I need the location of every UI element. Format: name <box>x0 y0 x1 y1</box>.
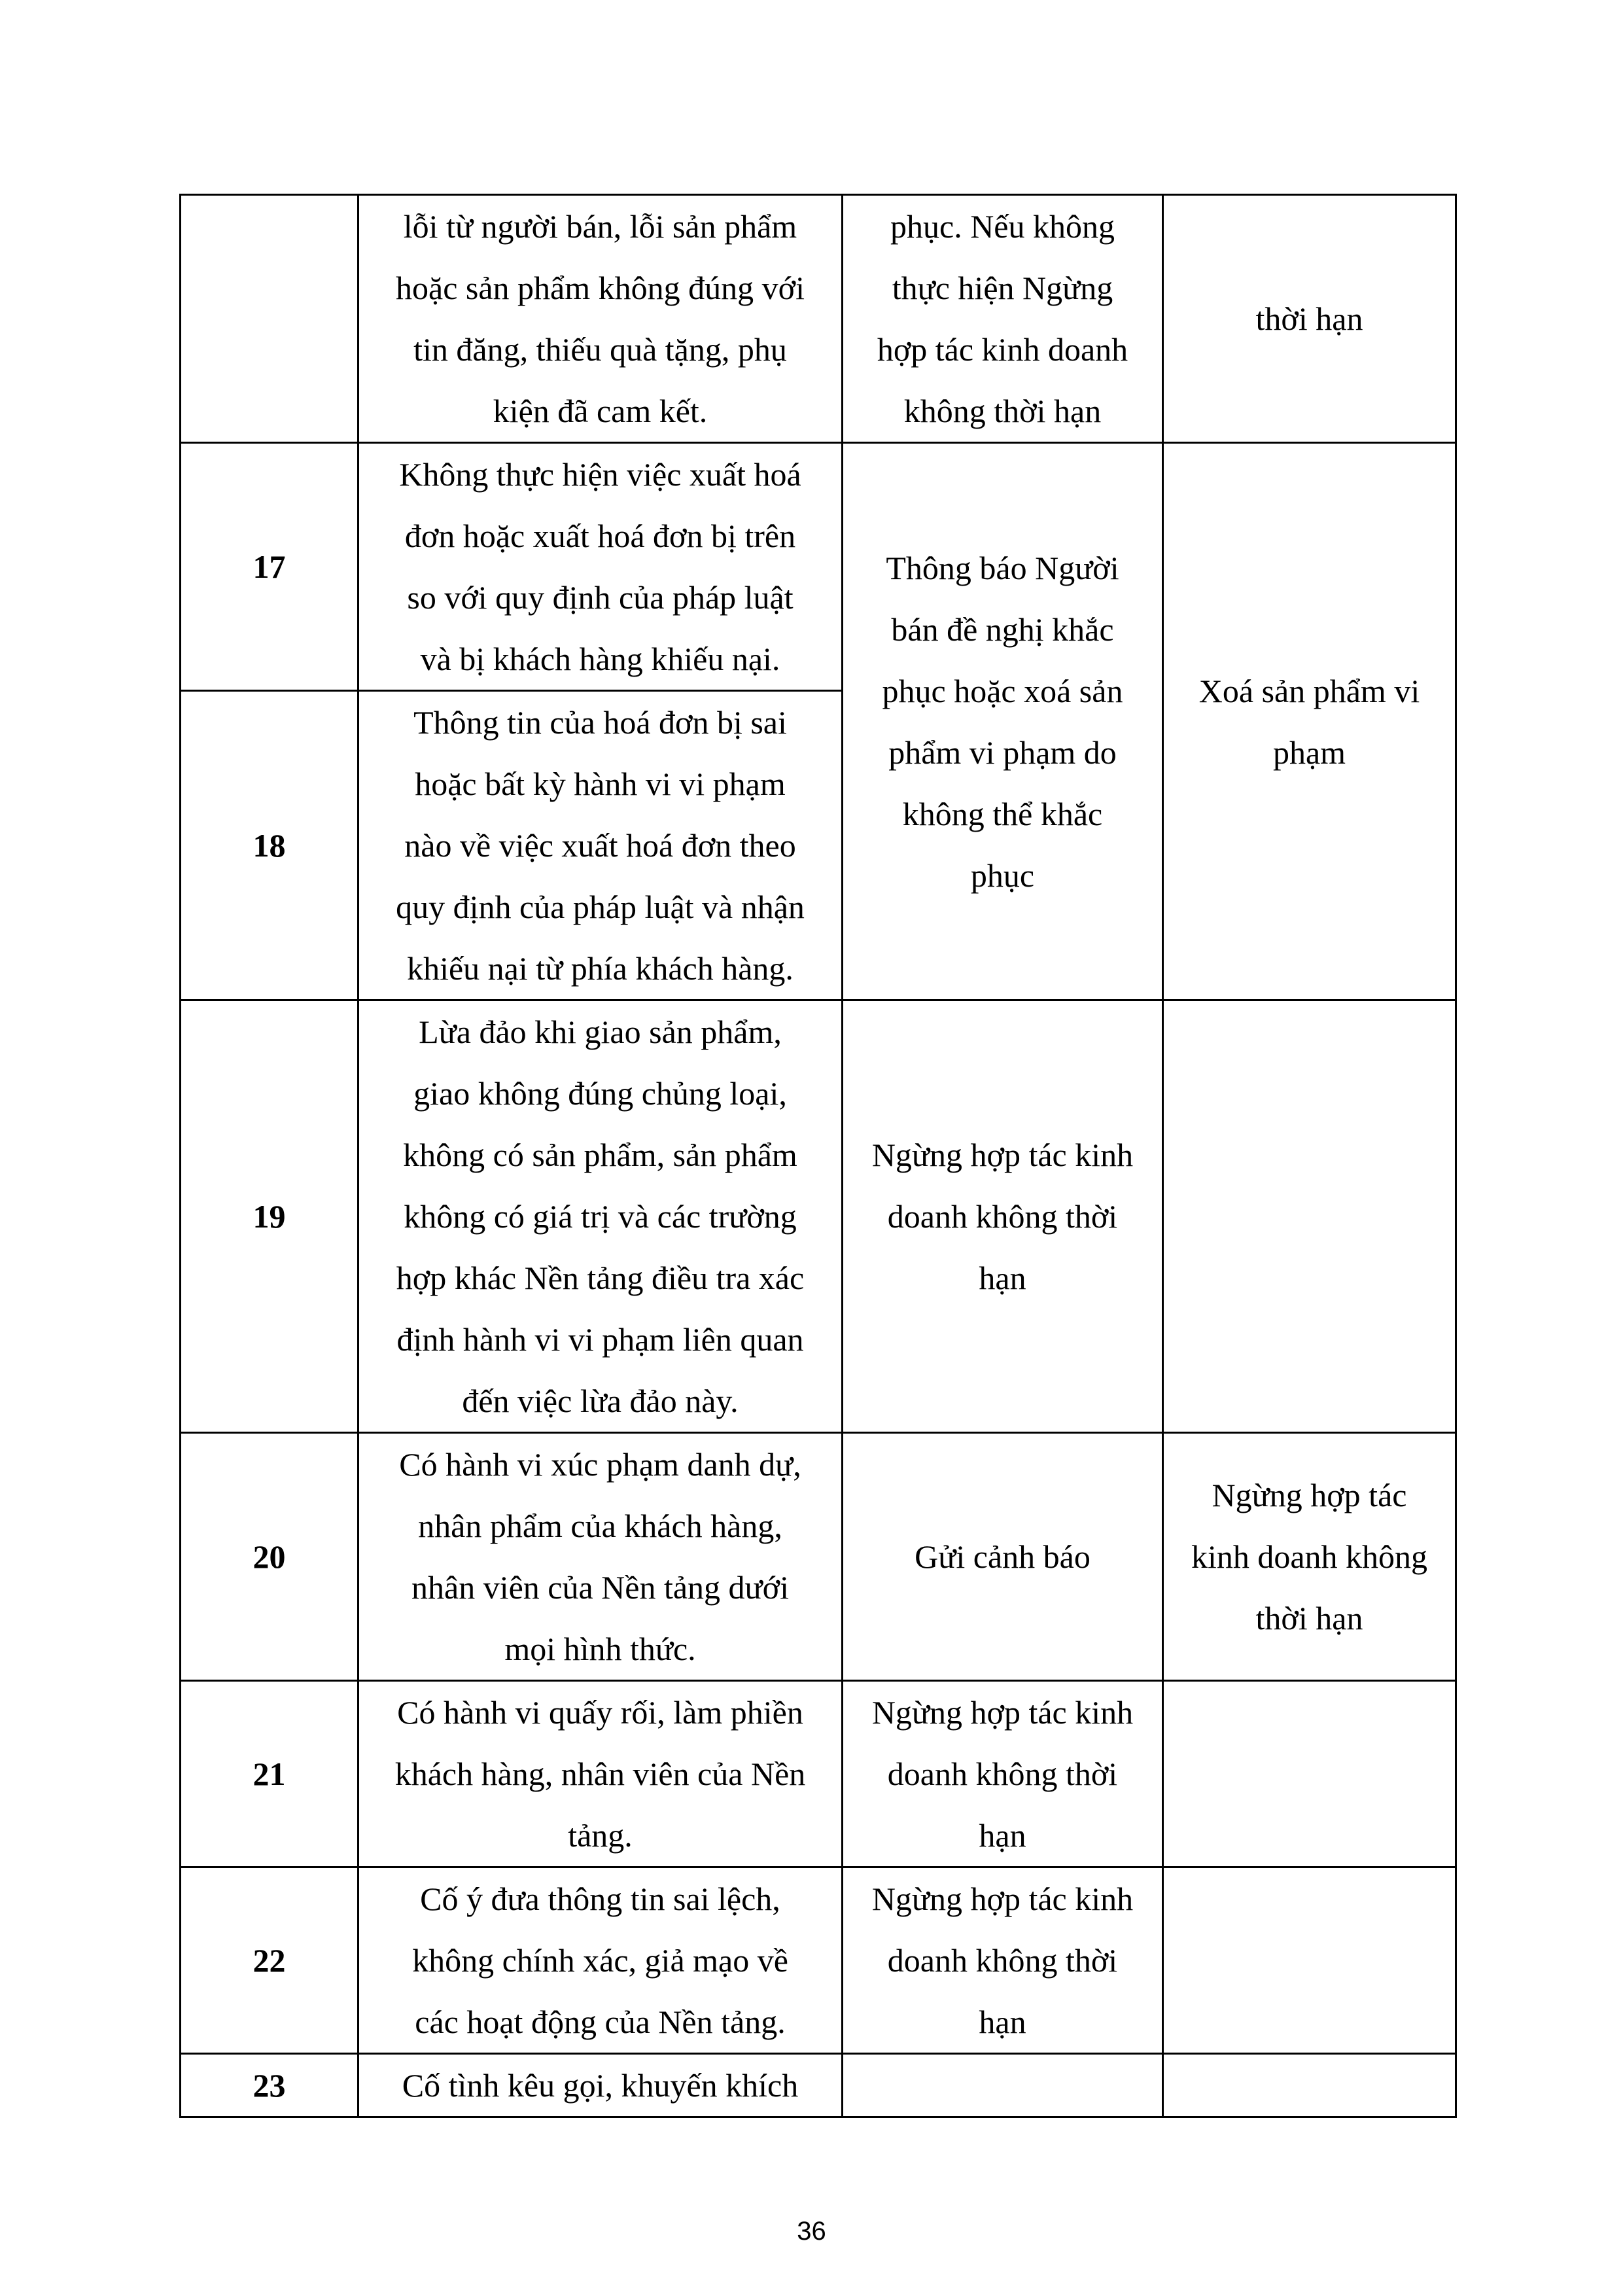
row-number: 22 <box>181 1867 358 2054</box>
text-line: bán đề nghị khắc <box>891 610 1114 648</box>
violation-table <box>179 194 1457 2118</box>
text-line: không thời hạn <box>903 393 1102 429</box>
table-row-20 <box>181 1433 1456 1681</box>
text-line: Không thực hiện việc xuất hoá <box>399 456 801 493</box>
text-line: Cố tình kêu gọi, khuyến khích <box>402 2067 799 2104</box>
text-line: doanh không thời <box>887 1198 1118 1235</box>
violation-description <box>358 1867 843 2054</box>
text-line: hạn <box>979 1817 1026 1854</box>
table-row-17 <box>181 443 1456 691</box>
text-line: Ngừng hợp tác kinh <box>871 1137 1134 1173</box>
first-sanction <box>843 1867 1163 2054</box>
row-number: 21 <box>181 1681 358 1867</box>
first-sanction <box>843 1433 1163 1681</box>
violation-description <box>358 1681 843 1867</box>
text-line: khiếu nại từ phía khách hàng. <box>407 950 794 987</box>
text-line: quy định của pháp luật và nhận <box>396 889 805 925</box>
text-line: không chính xác, giả mạo về <box>412 1942 788 1979</box>
row-number: 18 <box>181 691 358 1000</box>
text-line: tảng. <box>568 1817 633 1854</box>
row-number: 17 <box>181 443 358 691</box>
row-number-cell <box>181 195 358 443</box>
violation-description <box>358 2054 843 2117</box>
text-line: không có sản phẩm, sản phẩm <box>403 1137 797 1173</box>
text-line: thời hạn <box>1255 300 1363 337</box>
table-row-21 <box>181 1681 1456 1867</box>
text-line: đơn hoặc xuất hoá đơn bị trên <box>404 518 796 554</box>
text-line: hợp tác kinh doanh <box>877 331 1128 368</box>
violation-description <box>358 691 843 1000</box>
row-number: 19 <box>181 1000 358 1433</box>
first-sanction <box>843 195 1163 443</box>
text-line: Ngừng hợp tác kinh <box>871 1881 1134 1917</box>
text-line: lỗi từ người bán, lỗi sản phẩm <box>403 208 797 245</box>
text-line: định hành vi vi phạm liên quan <box>396 1321 804 1358</box>
text-line: hạn <box>979 1260 1026 1296</box>
repeat-sanction <box>1163 1433 1456 1681</box>
text-line: thời hạn <box>1255 1600 1363 1636</box>
text-line: không thể khắc <box>902 795 1103 832</box>
violation-description <box>358 1000 843 1433</box>
text-line: hợp khác Nền tảng điều tra xác <box>396 1260 805 1296</box>
row-number: 23 <box>181 2054 358 2117</box>
text-line: hạn <box>979 2004 1026 2040</box>
text-line: phục <box>970 857 1035 894</box>
repeat-sanction <box>1163 1867 1456 2054</box>
page-number: 36 <box>797 2217 826 2246</box>
text-line: tin đăng, thiếu quà tặng, phụ <box>413 331 787 368</box>
first-sanction <box>843 2054 1163 2117</box>
text-line: các hoạt động của Nền tảng. <box>415 2004 786 2040</box>
violation-description <box>358 195 843 443</box>
text-line: nhân viên của Nền tảng dưới <box>411 1569 789 1606</box>
text-line: doanh không thời <box>887 1942 1118 1979</box>
text-line: và bị khách hàng khiếu nại. <box>420 641 780 677</box>
repeat-sanction-merged <box>1163 443 1456 1000</box>
text-line: Ngừng hợp tác kinh <box>871 1694 1134 1731</box>
table-row-19 <box>181 1000 1456 1433</box>
repeat-sanction <box>1163 1000 1456 1433</box>
text-line: phục. Nếu không <box>890 208 1115 245</box>
text-line: khách hàng, nhân viên của Nền <box>394 1756 806 1792</box>
text-line: không có giá trị và các trường <box>404 1198 797 1235</box>
text-line: nào về việc xuất hoá đơn theo <box>404 827 796 864</box>
text-line: Xoá sản phẩm vi <box>1198 672 1420 709</box>
text-line: hoặc sản phẩm không đúng với <box>396 270 805 306</box>
first-sanction <box>843 1681 1163 1867</box>
violation-description <box>358 1433 843 1681</box>
text-line: phục hoặc xoá sản <box>882 672 1123 709</box>
text-line: Có hành vi xúc phạm danh dự, <box>399 1446 801 1483</box>
text-line: phẩm vi phạm do <box>888 733 1117 771</box>
repeat-sanction <box>1163 1681 1456 1867</box>
text-line: nhân phẩm của khách hàng, <box>418 1508 782 1544</box>
text-line: mọi hình thức. <box>504 1631 696 1667</box>
table-row-23 <box>181 2054 1456 2117</box>
first-sanction-merged <box>843 443 1163 1000</box>
first-sanction <box>843 1000 1163 1433</box>
text-line: so với quy định của pháp luật <box>407 579 794 616</box>
text-line: phạm <box>1272 733 1346 771</box>
text-line: Lừa đảo khi giao sản phẩm, <box>419 1014 782 1050</box>
violation-description <box>358 443 843 691</box>
text-line: hoặc bất kỳ hành vi vi phạm <box>415 766 786 802</box>
repeat-sanction <box>1163 195 1456 443</box>
text-line: Có hành vi quấy rối, làm phiền <box>397 1694 803 1731</box>
text-line: thực hiện Ngừng <box>892 270 1113 306</box>
row-number: 20 <box>181 1433 358 1681</box>
text-line: Thông tin của hoá đơn bị sai <box>413 704 787 741</box>
text-line: Ngừng hợp tác <box>1212 1477 1407 1513</box>
table-row-22 <box>181 1867 1456 2054</box>
text-line: kinh doanh không <box>1191 1538 1428 1575</box>
table-row-continuation <box>181 195 1456 443</box>
repeat-sanction <box>1163 2054 1456 2117</box>
text-line: kiện đã cam kết. <box>493 393 708 429</box>
text-line: doanh không thời <box>887 1756 1118 1792</box>
text-line: Gửi cảnh báo <box>915 1538 1091 1575</box>
text-line: Thông báo Người <box>886 549 1119 586</box>
text-line: đến việc lừa đảo này. <box>462 1383 739 1419</box>
text-line: Cố ý đưa thông tin sai lệch, <box>420 1881 780 1917</box>
text-line: giao không đúng chủng loại, <box>413 1075 787 1112</box>
